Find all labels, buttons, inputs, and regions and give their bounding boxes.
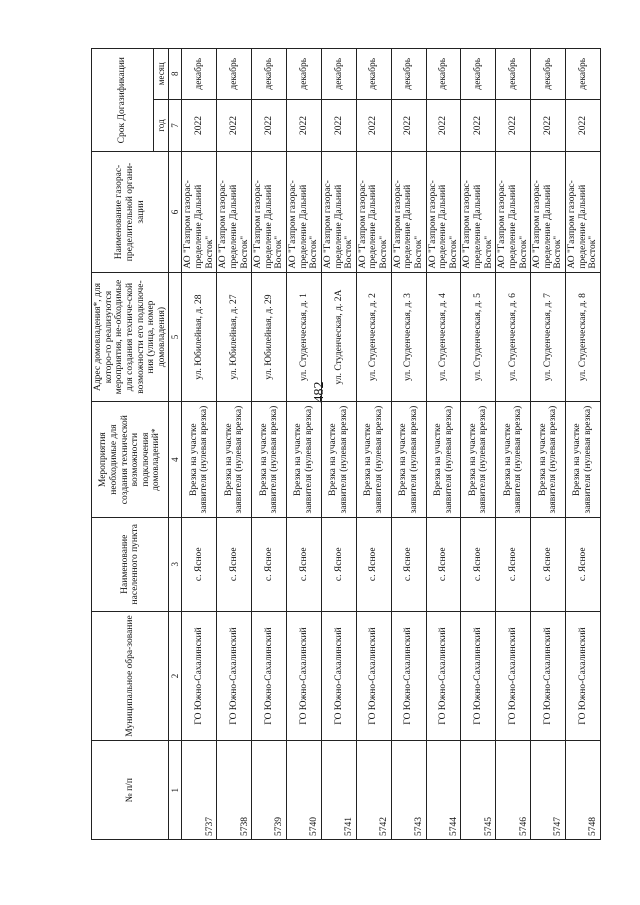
address-cell: ул. Студенческая, д. 4 (426, 272, 461, 402)
row-number: 5738 (217, 741, 252, 840)
address-cell: ул. Студенческая, д. 2А (321, 272, 356, 402)
measures-cell: Врезка на участке заявителя (нулевая врезка) (321, 402, 356, 517)
locality-cell: с. Ясное (426, 517, 461, 611)
table-row (182, 49, 217, 840)
measures-cell: Врезка на участке заявителя (нулевая врезка) (496, 402, 531, 517)
locality-cell: с. Ясное (496, 517, 531, 611)
column-number: 1 (169, 741, 182, 840)
row-number: 5744 (426, 741, 461, 840)
month-cell: декабрь (356, 49, 391, 100)
column-number: 7 (169, 99, 182, 152)
year-cell: 2022 (217, 99, 252, 152)
row-number: 5748 (566, 741, 601, 840)
table-row (566, 49, 601, 840)
year-cell: 2022 (356, 99, 391, 152)
table-row (252, 49, 287, 840)
organization-cell: АО "Газпром газорас-пределение Дальний Восток" (287, 152, 322, 272)
municipality-cell: ГО Южно-Сахалинский (252, 611, 287, 741)
month-cell: декабрь (182, 49, 217, 100)
organization-cell: АО "Газпром газорас-пределение Дальний Восток" (391, 152, 426, 272)
measures-cell: Врезка на участке заявителя (нулевая врезка) (252, 402, 287, 517)
year-cell: 2022 (182, 99, 217, 152)
month-cell: декабрь (426, 49, 461, 100)
gasification-table (91, 48, 601, 840)
address-cell: ул. Студенческая, д. 1 (287, 272, 322, 402)
organization-cell: АО "Газпром газорас-пределение Дальний Восток" (252, 152, 287, 272)
municipality-cell: ГО Южно-Сахалинский (391, 611, 426, 741)
table-row (461, 49, 496, 840)
column-number: 3 (169, 517, 182, 611)
table-row (287, 49, 322, 840)
address-cell: ул. Студенческая, д. 3 (391, 272, 426, 402)
table-row (321, 49, 356, 840)
year-cell: 2022 (426, 99, 461, 152)
locality-cell: с. Ясное (287, 517, 322, 611)
table-row (531, 49, 566, 840)
table-row (391, 49, 426, 840)
address-cell: ул. Студенческая, д. 8 (566, 272, 601, 402)
header-deadline: Срок Догазификации (92, 49, 154, 152)
locality-cell: с. Ясное (182, 517, 217, 611)
measures-cell: Врезка на участке заявителя (нулевая врезка) (287, 402, 322, 517)
row-number: 5745 (461, 741, 496, 840)
row-number: 5743 (391, 741, 426, 840)
measures-cell: Врезка на участке заявителя (нулевая врезка) (391, 402, 426, 517)
month-cell: декабрь (496, 49, 531, 100)
organization-cell: АО "Газпром газорас-пределение Дальний Восток" (426, 152, 461, 272)
header-num: № п/п (92, 741, 169, 840)
address-cell: ул. Юбилейная, д. 27 (217, 272, 252, 402)
measures-cell: Врезка на участке заявителя (нулевая врезка) (182, 402, 217, 517)
municipality-cell: ГО Южно-Сахалинский (496, 611, 531, 741)
organization-cell: АО "Газпром газорас-пределение Дальний Восток" (461, 152, 496, 272)
year-cell: 2022 (287, 99, 322, 152)
address-cell: ул. Студенческая, д. 5 (461, 272, 496, 402)
year-cell: 2022 (531, 99, 566, 152)
municipality-cell: ГО Южно-Сахалинский (566, 611, 601, 741)
column-number: 5 (169, 272, 182, 402)
table-row (496, 49, 531, 840)
locality-cell: с. Ясное (217, 517, 252, 611)
organization-cell: АО "Газпром газорас-пределение Дальний Восток" (356, 152, 391, 272)
table-body (182, 49, 601, 840)
municipality-cell: ГО Южно-Сахалинский (321, 611, 356, 741)
address-cell: ул. Студенческая, д. 6 (496, 272, 531, 402)
year-cell: 2022 (566, 99, 601, 152)
row-number: 5746 (496, 741, 531, 840)
row-number: 5747 (531, 741, 566, 840)
locality-cell: с. Ясное (566, 517, 601, 611)
year-cell: 2022 (252, 99, 287, 152)
municipality-cell: ГО Южно-Сахалинский (531, 611, 566, 741)
locality-cell: с. Ясное (321, 517, 356, 611)
row-number: 5737 (182, 741, 217, 840)
municipality-cell: ГО Южно-Сахалинский (356, 611, 391, 741)
row-number: 5740 (287, 741, 322, 840)
address-cell: ул. Студенческая, д. 2 (356, 272, 391, 402)
measures-cell: Врезка на участке заявителя (нулевая врезка) (531, 402, 566, 517)
address-cell: ул. Студенческая, д. 7 (531, 272, 566, 402)
locality-cell: с. Ясное (531, 517, 566, 611)
month-cell: декабрь (321, 49, 356, 100)
header-year: год (154, 99, 169, 152)
header-month: месяц (154, 49, 169, 100)
month-cell: декабрь (531, 49, 566, 100)
measures-cell: Врезка на участке заявителя (нулевая врезка) (461, 402, 496, 517)
address-cell: ул. Юбилейная, д. 29 (252, 272, 287, 402)
table-row (217, 49, 252, 840)
month-cell: декабрь (461, 49, 496, 100)
column-number: 8 (169, 49, 182, 100)
page-number: 482 (312, 381, 327, 403)
table-row (356, 49, 391, 840)
year-cell: 2022 (496, 99, 531, 152)
organization-cell: АО "Газпром газорас-пределение Дальний Восток" (496, 152, 531, 272)
header-org: Наименование газорас-пределительной органи-зации (92, 152, 169, 272)
organization-cell: АО "Газпром газорас-пределение Дальний Восток" (217, 152, 252, 272)
row-number: 5739 (252, 741, 287, 840)
table-row (426, 49, 461, 840)
organization-cell: АО "Газпром газорас-пределение Дальний Восток" (182, 152, 217, 272)
month-cell: декабрь (391, 49, 426, 100)
column-number: 6 (169, 152, 182, 272)
locality-cell: с. Ясное (391, 517, 426, 611)
month-cell: декабрь (566, 49, 601, 100)
row-number: 5741 (321, 741, 356, 840)
municipality-cell: ГО Южно-Сахалинский (217, 611, 252, 741)
header-locality: Наименование населенного пункта (92, 517, 169, 611)
header-municipality: Муниципальное обра-зование (92, 611, 169, 741)
address-cell: ул. Юбилейная, д. 28 (182, 272, 217, 402)
column-number: 2 (169, 611, 182, 741)
measures-cell: Врезка на участке заявителя (нулевая врезка) (426, 402, 461, 517)
municipality-cell: ГО Южно-Сахалинский (426, 611, 461, 741)
organization-cell: АО "Газпром газорас-пределение Дальний Восток" (566, 152, 601, 272)
year-cell: 2022 (461, 99, 496, 152)
year-cell: 2022 (391, 99, 426, 152)
month-cell: декабрь (252, 49, 287, 100)
measures-cell: Врезка на участке заявителя (нулевая врезка) (566, 402, 601, 517)
measures-cell: Врезка на участке заявителя (нулевая врезка) (356, 402, 391, 517)
municipality-cell: ГО Южно-Сахалинский (182, 611, 217, 741)
organization-cell: АО "Газпром газорас-пределение Дальний Восток" (321, 152, 356, 272)
row-number: 5742 (356, 741, 391, 840)
month-cell: декабрь (217, 49, 252, 100)
measures-cell: Врезка на участке заявителя (нулевая врезка) (217, 402, 252, 517)
header-measures: Мероприятия необходимые для создания технической возможности подключения домовладений* (92, 402, 169, 517)
month-cell: декабрь (287, 49, 322, 100)
header-address: Адрес домовладения*, для которо-го реализуются мероприятия, не-обходимые для создания техниче-ской возможности его подключе-ния (улица, номер домовладения) (92, 272, 169, 402)
municipality-cell: ГО Южно-Сахалинский (287, 611, 322, 741)
year-cell: 2022 (321, 99, 356, 152)
column-number: 4 (169, 402, 182, 517)
organization-cell: АО "Газпром газорас-пределение Дальний Восток" (531, 152, 566, 272)
table-container (91, 48, 599, 840)
locality-cell: с. Ясное (461, 517, 496, 611)
locality-cell: с. Ясное (356, 517, 391, 611)
municipality-cell: ГО Южно-Сахалинский (461, 611, 496, 741)
locality-cell: с. Ясное (252, 517, 287, 611)
